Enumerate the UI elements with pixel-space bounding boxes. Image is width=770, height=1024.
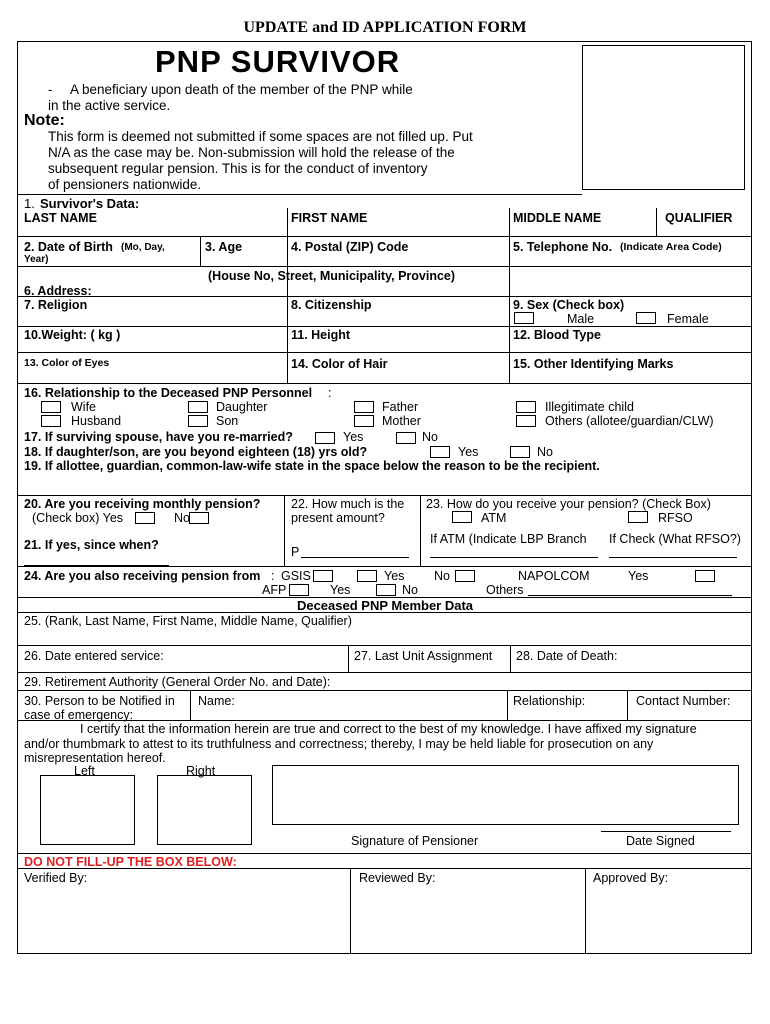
female-checkbox[interactable]: [636, 312, 656, 324]
rule-eyes: [17, 383, 752, 384]
q24-label: 24. Are you also receiving pension from: [24, 569, 261, 583]
certification-line-3: misrepresentation hereof.: [24, 751, 166, 765]
dob-hint-2: Year): [24, 254, 49, 265]
daughter-label: Daughter: [216, 400, 268, 414]
q17-yes-checkbox[interactable]: [315, 432, 335, 444]
certification-line-2: and/or thumbmark to attest to its truthfulness and correctness; thereby, I may be held liable for prosecution on any: [24, 737, 654, 751]
q30-label-1: 30. Person to be Notified in: [24, 694, 175, 708]
approved-by-label: Approved By:: [593, 871, 669, 885]
atm-branch-line[interactable]: [430, 557, 598, 558]
illegitimate-label: Illegitimate child: [545, 400, 634, 414]
vrule-q27: [348, 645, 349, 672]
vrule-col3: [509, 208, 510, 383]
weight-label: 10.Weight: ( kg ): [24, 328, 121, 342]
note-line-2: N/A as the case may be. Non-submission will hold the release of the: [48, 145, 455, 160]
gsis-no-label: No: [434, 569, 450, 583]
q17-yes-label: Yes: [343, 430, 364, 444]
religion-label: 7. Religion: [24, 298, 88, 312]
first-name-label: FIRST NAME: [291, 211, 368, 225]
rfso-label: RFSO: [658, 511, 693, 525]
page-header: UPDATE and ID APPLICATION FORM: [243, 19, 527, 36]
height-label: 11. Height: [291, 328, 351, 342]
deceased-section-title: Deceased PNP Member Data: [296, 598, 474, 613]
afp-yes-label: Yes: [330, 583, 351, 597]
hair-label: 14. Color of Hair: [291, 357, 388, 371]
q22-label-2: present amount?: [291, 511, 385, 525]
father-checkbox[interactable]: [354, 401, 374, 413]
afp-checkbox[interactable]: [289, 584, 309, 596]
daughter-checkbox[interactable]: [188, 401, 208, 413]
emergency-relationship-label: Relationship:: [513, 694, 586, 708]
rule-religion: [17, 326, 752, 327]
peso-sign: P: [291, 545, 300, 559]
q19-label: 19. If allottee, guardian, common-law-wife state in the space below the reason to be the recipient.: [24, 459, 600, 473]
q24-colon: :: [271, 569, 275, 583]
reviewed-by-label: Reviewed By:: [359, 871, 436, 885]
rule-weight: [17, 352, 752, 353]
father-label: Father: [382, 400, 419, 414]
date-signed-label: Date Signed: [626, 834, 695, 848]
q20-check-yes-label: (Check box) Yes: [32, 511, 124, 525]
q28-label: 28. Date of Death:: [516, 649, 618, 663]
others-checkbox[interactable]: [516, 415, 536, 427]
q17-no-label: No: [422, 430, 438, 444]
rule-dob: [17, 266, 752, 267]
rule-pension: [17, 566, 752, 567]
q25-label: 25. (Rank, Last Name, First Name, Middle Name, Qualifier): [24, 614, 352, 628]
atm-branch-label: If ATM (Indicate LBP Branch: [430, 532, 587, 546]
note-label: Note:: [24, 112, 65, 129]
female-label: Female: [667, 312, 709, 326]
vrule-q28: [510, 645, 511, 672]
address-hint: (House No, Street, Municipality, Province): [208, 269, 456, 283]
left-thumbmark-box[interactable]: [40, 775, 135, 845]
note-line-1: This form is deemed not submitted if some spaces are not filled up. Put: [48, 129, 473, 144]
address-label: 6. Address:: [24, 284, 92, 298]
vrule-relationship: [507, 690, 508, 720]
rfso-line[interactable]: [609, 557, 737, 558]
q18-no-label: No: [537, 445, 553, 459]
middle-name-label: MIDDLE NAME: [513, 211, 602, 225]
rule-names: [17, 236, 752, 237]
mother-label: Mother: [382, 414, 421, 428]
rule-relationship: [17, 495, 752, 496]
gsis-yes-checkbox[interactable]: [357, 570, 377, 582]
vrule-approved: [585, 868, 586, 954]
gsis-checkbox[interactable]: [313, 570, 333, 582]
emergency-name-label: Name:: [198, 694, 235, 708]
male-label: Male: [567, 312, 595, 326]
dob-label: 2. Date of Birth: [24, 240, 113, 254]
others-pension-line[interactable]: [528, 595, 732, 596]
wife-checkbox[interactable]: [41, 401, 61, 413]
afp-label: AFP: [262, 583, 287, 597]
qualifier-label: QUALIFIER: [665, 211, 733, 225]
q16-colon: :: [328, 386, 332, 400]
sex-label: 9. Sex (Check box): [513, 298, 625, 312]
illegitimate-checkbox[interactable]: [516, 401, 536, 413]
vrule-col2: [287, 208, 288, 383]
signature-label: Signature of Pensioner: [351, 834, 479, 848]
certification-line-1: I certify that the information herein are true and correct to the best of my knowledge. I have affixed my signature: [80, 722, 697, 736]
telephone-label: 5. Telephone No.: [513, 240, 613, 254]
q29-label: 29. Retirement Authority (General Order No. and Date):: [24, 675, 331, 689]
napolcom-label: NAPOLCOM: [518, 569, 590, 583]
vrule-q22: [284, 495, 285, 566]
beneficiary-line-1: A beneficiary upon death of the member of the PNP while: [70, 82, 413, 97]
right-thumbmark-box[interactable]: [157, 775, 252, 845]
gsis-yes-label: Yes: [384, 569, 405, 583]
section-1-number: 1.: [24, 196, 35, 211]
vrule-qualifier: [656, 208, 657, 236]
husband-checkbox[interactable]: [41, 415, 61, 427]
left-thumb-label: Left: [74, 764, 95, 778]
age-label: 3. Age: [205, 240, 243, 254]
q23-label: 23. How do you receive your pension? (Check Box): [426, 497, 711, 511]
vrule-contact: [627, 690, 628, 720]
q18-yes-label: Yes: [458, 445, 479, 459]
vrule-name: [190, 690, 191, 720]
husband-label: Husband: [71, 414, 122, 428]
q20-label: 20. Are you receiving monthly pension?: [24, 497, 261, 511]
verified-by-label: Verified By:: [24, 871, 88, 885]
last-name-label: LAST NAME: [24, 211, 97, 225]
vrule-reviewed: [350, 868, 351, 954]
atm-label: ATM: [481, 511, 507, 525]
beneficiary-dash: -: [48, 82, 53, 97]
blood-type-label: 12. Blood Type: [513, 328, 601, 342]
check-rfso-label: If Check (What RFSO?): [609, 532, 741, 546]
napolcom-yes-checkbox[interactable]: [695, 570, 715, 582]
q21-label: 21. If yes, since when?: [24, 538, 159, 552]
son-checkbox[interactable]: [188, 415, 208, 427]
gsis-label: GSIS: [281, 569, 311, 583]
q18-yes-checkbox[interactable]: [430, 446, 450, 458]
vrule-q23: [420, 495, 421, 566]
emergency-contact-label: Contact Number:: [636, 694, 731, 708]
q16-label: 16. Relationship to the Deceased PNP Personnel: [24, 386, 313, 400]
atm-checkbox[interactable]: [452, 511, 472, 523]
son-label: Son: [216, 414, 239, 428]
office-warning: DO NOT FILL-UP THE BOX BELOW:: [24, 855, 237, 869]
beneficiary-line-2: in the active service.: [48, 98, 171, 113]
q27-label: 27. Last Unit Assignment: [354, 649, 493, 663]
signature-box[interactable]: [272, 765, 739, 825]
others-pension-label: Others: [486, 583, 524, 597]
afp-no-label: No: [402, 583, 418, 597]
q21-answer-line[interactable]: [24, 565, 169, 566]
q17-label: 17. If surviving spouse, have you re-married?: [24, 430, 293, 444]
q20-no-checkbox[interactable]: [189, 512, 209, 524]
rule-survivor-top: [17, 194, 582, 195]
note-line-4: of pensioners nationwide.: [48, 177, 202, 192]
q17-no-checkbox[interactable]: [396, 432, 416, 444]
photo-box[interactable]: [582, 45, 745, 190]
section-1-title: Survivor's Data:: [40, 196, 140, 211]
q18-no-checkbox[interactable]: [510, 446, 530, 458]
form-title: PNP SURVIVOR: [155, 44, 401, 79]
rule-certification: [17, 853, 752, 854]
mother-checkbox[interactable]: [354, 415, 374, 427]
eyes-label: 13. Color of Eyes: [24, 357, 110, 369]
q22-label-1: 22. How much is the: [291, 497, 405, 511]
rule-address: [17, 296, 752, 297]
telephone-hint: (Indicate Area Code): [620, 241, 722, 253]
napolcom-yes-label: Yes: [628, 569, 649, 583]
date-signed-line[interactable]: [601, 831, 731, 832]
q18-label: 18. If daughter/son, are you beyond eighteen (18) yrs old?: [24, 445, 368, 459]
male-checkbox[interactable]: [514, 312, 534, 324]
others-label: Others (allotee/guardian/CLW): [545, 414, 714, 428]
rfso-checkbox[interactable]: [628, 511, 648, 523]
q26-label: 26. Date entered service:: [24, 649, 164, 663]
postal-label: 4. Postal (ZIP) Code: [291, 240, 409, 254]
marks-label: 15. Other Identifying Marks: [513, 357, 674, 371]
q30-label-2: case of emergency:: [24, 708, 134, 722]
vrule-age: [200, 236, 201, 266]
q22-amount-line[interactable]: [301, 557, 409, 558]
note-line-3: subsequent regular pension. This is for the conduct of inventory: [48, 161, 428, 176]
rule-q29: [17, 690, 752, 691]
q20-no-label: No: [174, 511, 190, 525]
q20-yes-checkbox[interactable]: [135, 512, 155, 524]
rule-q25: [17, 645, 752, 646]
right-thumb-label: Right: [186, 764, 216, 778]
wife-label: Wife: [71, 400, 96, 414]
citizenship-label: 8. Citizenship: [291, 298, 372, 312]
afp-yes-checkbox[interactable]: [376, 584, 396, 596]
gsis-no-checkbox[interactable]: [455, 570, 475, 582]
dob-hint-1: (Mo, Day,: [121, 242, 165, 253]
rule-q26: [17, 672, 752, 673]
